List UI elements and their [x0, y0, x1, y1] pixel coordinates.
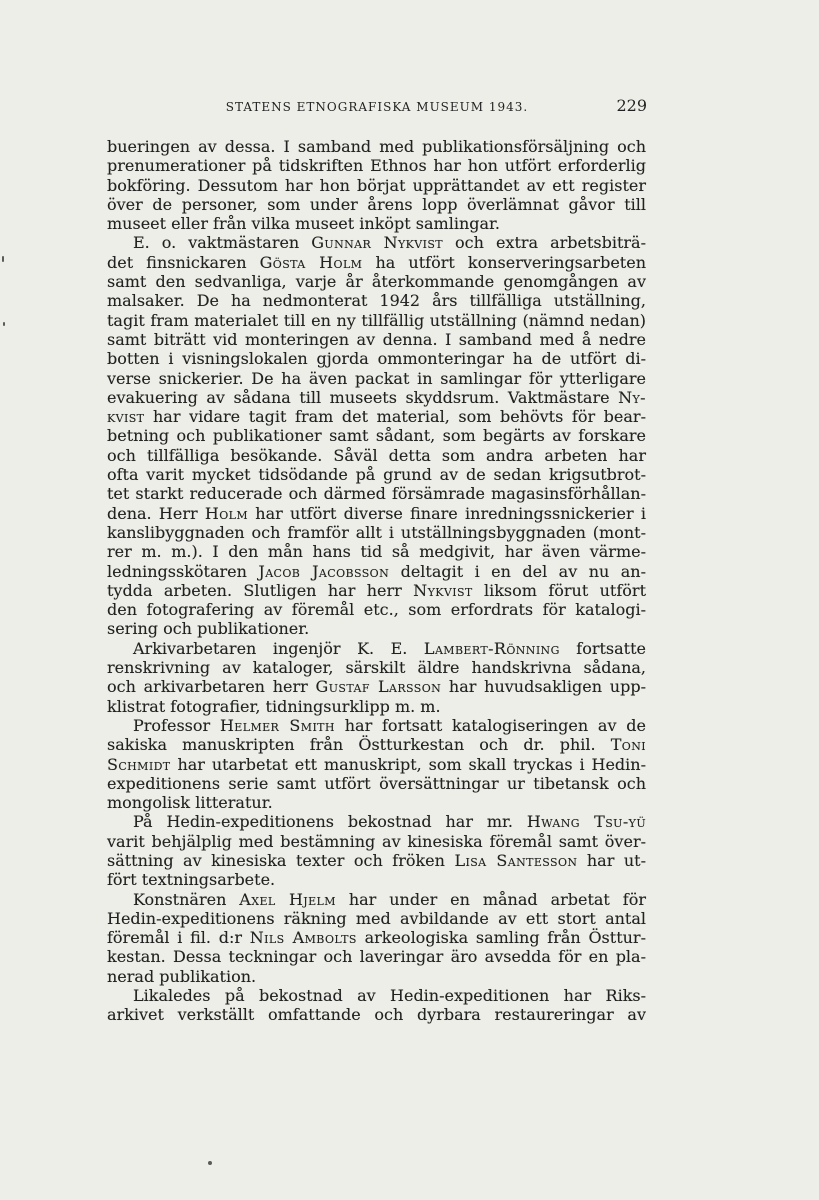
page-number: 229 [616, 96, 647, 115]
text-segment: tagit fram materialet till en ny tillfällig utställning (nämnd nedan) [107, 310, 646, 330]
line-text [107, 677, 646, 696]
text-segment: den fotografering av föremål etc., som erfordrats för katalogi- [107, 600, 646, 620]
text-segment: verse snickerier. De ha även packat in samlingar för ytterligare [107, 368, 646, 388]
person-name: Holm [204, 503, 249, 523]
person-name: kvist [107, 407, 145, 427]
text-line [107, 851, 646, 870]
text-segment: och extra arbetsbiträ- [443, 233, 646, 253]
text-line [107, 156, 646, 175]
line-text [133, 812, 646, 831]
text-line [107, 735, 646, 754]
text-segment: Professor [133, 715, 220, 735]
paragraph [107, 639, 646, 716]
person-name: Lambert-Rönning [423, 638, 560, 658]
text-segment: evakuering av sådana till museets skyddsrum. Vaktmästare [107, 387, 619, 407]
text-line [107, 349, 646, 368]
text-segment: Konstnären [133, 889, 240, 909]
text-segment: expeditionens serie samt utfört översättningar ur tibetansk och [107, 773, 646, 793]
text-line [107, 504, 646, 523]
text-segment: På Hedin-expeditionens bekostnad har mr. [133, 812, 527, 832]
person-name: Nils Ambolts [249, 928, 357, 948]
ink-speck [2, 256, 4, 262]
text-segment: liksom förut utfört [472, 580, 646, 600]
text-segment: nerad publikation. [107, 966, 257, 986]
line-text [107, 253, 646, 272]
text-line [107, 947, 646, 966]
text-line [107, 639, 646, 658]
line-text [107, 504, 646, 523]
text-line [107, 407, 646, 426]
person-name: Lisa Santesson [454, 850, 578, 870]
text-segment: har vidare tagit fram det material, som behövts för bear- [144, 407, 646, 427]
text-segment: arkeologiska samling från Östtur- [356, 928, 646, 948]
person-name: Gunnar Nykvist [311, 233, 444, 253]
text-segment: över de personer, som under årens lopp överlämnat gåvor till [107, 194, 646, 214]
text-segment: har under en månad arbetat för [335, 889, 646, 909]
person-name: Gustaf Larsson [315, 677, 442, 697]
text-segment: tet starkt reducerade och därmed försämrade magasinsförhållan- [107, 484, 646, 504]
paragraph [107, 137, 646, 233]
line-text [133, 233, 646, 252]
text-segment: samt biträtt vid monteringen av denna. I samband med å nedre [107, 329, 646, 349]
running-head [107, 97, 647, 117]
text-line [107, 484, 646, 503]
text-segment: Likaledes på bekostnad av Hedin-expeditionen har Riks- [133, 986, 646, 1006]
line-text [107, 407, 646, 426]
text-segment: samt den sedvanliga, varje år återkommande genomgången av [107, 272, 646, 292]
text-line [107, 986, 646, 1005]
text-line [107, 967, 646, 986]
text-segment: och arkivarbetaren herr [107, 677, 316, 697]
text-segment: bokföring. Dessutom har hon börjat upprättandet av ett register [107, 175, 646, 195]
text-line [107, 272, 646, 291]
text-segment: ledningsskötaren [107, 561, 259, 581]
line-text [107, 755, 646, 774]
line-text [107, 388, 646, 407]
text-line [107, 195, 646, 214]
text-segment: Hedin-expeditionens räkning med avbildande av ett stort antal [107, 908, 646, 928]
text-segment: betning och publikationer samt sådant, som begärts av forskare [107, 426, 646, 446]
line-text [133, 716, 646, 735]
text-line [107, 890, 646, 909]
text-line [107, 793, 646, 812]
text-line [107, 369, 646, 388]
line-text [133, 890, 646, 909]
text-line [107, 330, 646, 349]
text-segment: malsaker. De ha nedmonterat 1942 års tillfälliga utställning, [107, 291, 646, 311]
text-segment: ofta varit mycket tidsödande på grund av de sedan krigsutbrot- [107, 465, 646, 485]
text-line [107, 233, 646, 252]
text-line [107, 870, 646, 889]
text-line [107, 176, 646, 195]
line-text [107, 581, 646, 600]
text-segment: varit behjälplig med bestämning av kinesiska föremål samt över- [107, 831, 646, 851]
text-line [107, 619, 646, 638]
line-text [107, 735, 646, 754]
text-segment: mongolisk litteratur. [107, 793, 273, 813]
paragraph [107, 890, 646, 986]
person-name: Jacob Jacobsson [258, 561, 390, 581]
text-line [107, 909, 646, 928]
line-text [107, 562, 646, 581]
text-line [107, 523, 646, 542]
text-segment: deltagit i en del av nu an- [389, 561, 647, 581]
ink-speck [208, 1161, 212, 1165]
text-line [107, 446, 646, 465]
text-segment: kestan. Dessa teckningar och laveringar äro avsedda för en pla- [107, 947, 646, 967]
text-line [107, 465, 646, 484]
text-line [107, 291, 646, 310]
line-text [133, 639, 646, 658]
paragraph [107, 233, 646, 638]
text-line [107, 562, 646, 581]
text-line [107, 697, 646, 716]
text-segment: har utarbetat ett manuskript, som skall tryckas i Hedin- [170, 754, 646, 774]
text-line [107, 253, 646, 272]
text-segment: E. o. vaktmästaren [133, 233, 312, 253]
text-line [107, 581, 646, 600]
body-text [107, 137, 646, 1025]
text-segment: tydda arbeten. Slutligen har herr [107, 580, 414, 600]
text-segment: det finsnickaren [107, 252, 260, 272]
text-segment: fortsatte [559, 638, 647, 658]
text-segment: kanslibyggnaden och framför allt i utställningsbyggnaden (mont- [107, 522, 646, 542]
text-line [107, 1005, 646, 1024]
text-segment: bueringen av dessa. I samband med publikationsförsäljning och [107, 137, 646, 156]
person-name: Gösta Holm [259, 252, 363, 272]
paragraph [107, 986, 646, 1025]
paragraph [107, 716, 646, 812]
text-segment: har fortsatt katalogiseringen av de [334, 715, 647, 735]
ink-speck [3, 322, 5, 326]
person-name: Helmer Smith [219, 715, 335, 735]
text-segment: föremål i fil. d:r [107, 928, 250, 948]
text-line [107, 812, 646, 831]
text-line [107, 716, 646, 735]
text-segment: sakiska manuskripten från Östturkestan och dr. phil. [107, 735, 611, 755]
text-segment: renskrivning av kataloger, särskilt äldre handskrivna sådana, [107, 658, 646, 678]
text-line [107, 658, 646, 677]
text-segment: har utfört diverse finare inredningssnickerier i [248, 503, 647, 523]
text-segment: har ut- [577, 850, 646, 870]
text-segment: fört textningsarbete. [107, 870, 276, 890]
text-segment: sering och publikationer. [107, 619, 310, 639]
person-name: Ny- [618, 387, 646, 407]
line-text [107, 928, 646, 947]
text-line [107, 388, 646, 407]
running-head-title: STATENS ETNOGRAFISKA MUSEUM 1943. [225, 100, 529, 114]
text-segment: ha utfört konserveringsarbeten [362, 252, 646, 272]
text-segment: sättning av kinesiska texter och fröken [107, 850, 455, 870]
text-line [107, 542, 646, 561]
line-text [107, 851, 646, 870]
text-line [107, 311, 646, 330]
text-line [107, 774, 646, 793]
text-segment: Arkivarbetaren ingenjör K. E. [133, 638, 424, 658]
text-line [107, 832, 646, 851]
text-segment: museet eller från vilka museet inköpt samlingar. [107, 214, 501, 234]
text-segment: botten i visningslokalen gjorda ommonteringar ha de utfört di- [107, 349, 646, 369]
person-name: Nykvist [413, 580, 473, 600]
text-line [107, 214, 646, 233]
text-line [107, 137, 646, 156]
text-segment: klistrat fotografier, tidningsurklipp m. m. [107, 696, 441, 716]
text-segment: dena. Herr [107, 503, 205, 523]
text-line [107, 426, 646, 445]
text-line [107, 600, 646, 619]
text-segment: och tillfälliga besökande. Såväl detta som andra arbeten har [107, 445, 646, 465]
text-segment: har huvudsakligen upp- [441, 677, 646, 697]
text-segment: rer m. m.). I den mån hans tid så medgivit, har även värme- [107, 542, 646, 562]
paragraph [107, 812, 646, 889]
text-segment: prenumerationer på tidskriften Ethnos har hon utfört erforderlig [107, 156, 646, 176]
text-line [107, 755, 646, 774]
text-line [107, 928, 646, 947]
person-name: Schmidt [107, 754, 171, 774]
text-line [107, 677, 646, 696]
text-segment: arkivet verkställt omfattande och dyrbara restaureringar av [107, 1005, 646, 1025]
person-name: Toni [610, 735, 646, 755]
person-name: Hwang Tsu-yü [526, 812, 646, 832]
person-name: Axel Hjelm [239, 889, 336, 909]
